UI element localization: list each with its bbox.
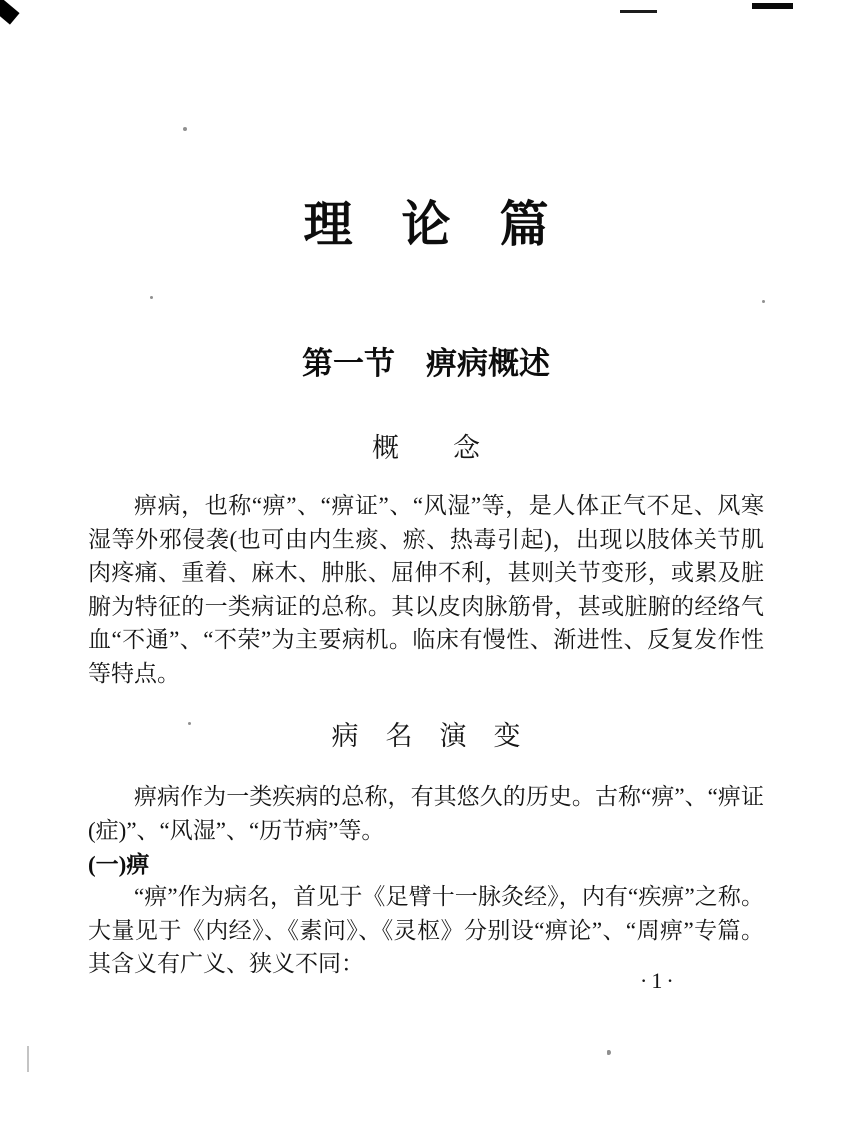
chapter-title: 理 论 篇: [303, 197, 549, 252]
scan-artifact-dash: [752, 3, 793, 9]
scan-artifact-line: [27, 1046, 29, 1072]
section-title: 第一节 痹病概述: [302, 346, 550, 381]
paragraph-concept: 痹病，也称“痹”、“痹证”、“风湿”等，是人体正气不足、风寒湿等外邪侵袭(也可由内生痰、瘀、热毒引起)，出现以肢体关节肌肉疼痛、重着、麻木、肿胀、屈伸不利，甚则关节变形，或累及脏腑为特征的一类病证的总称。其以皮肉脉筋骨，甚或脏腑的经络气血“不通”、“不荣”为主要病机。临床有慢性、渐进性、反复发作性等特点。: [88, 493, 764, 686]
paragraph-bi-origin: “痹”作为病名，首见于《足臂十一脉灸经》，内有“疾痹”之称。大量见于《内经》、《素问》、《灵枢》分别设“痹论”、“周痹”专篇。其含义有广义、狭义不同：: [88, 884, 764, 976]
scan-speck: [762, 300, 765, 303]
paragraph-name-evolution: 痹病作为一类疾病的总称，有其悠久的历史。古称“痹”、“痹证(症)”、“风湿”、“历节病”等。: [88, 784, 764, 843]
page-number: ·1·: [640, 968, 678, 993]
subheading-concept: 概 念: [372, 433, 480, 463]
scan-speck: [607, 1050, 611, 1055]
scan-artifact-dash: [620, 10, 657, 13]
scan-speck: [150, 296, 153, 299]
subheading-name-evolution: 病 名 演 变: [331, 721, 521, 751]
list-item-heading-bi: (一)痹: [88, 852, 150, 877]
scan-speck: [183, 127, 187, 131]
scan-artifact-corner-mark: [0, 0, 20, 25]
